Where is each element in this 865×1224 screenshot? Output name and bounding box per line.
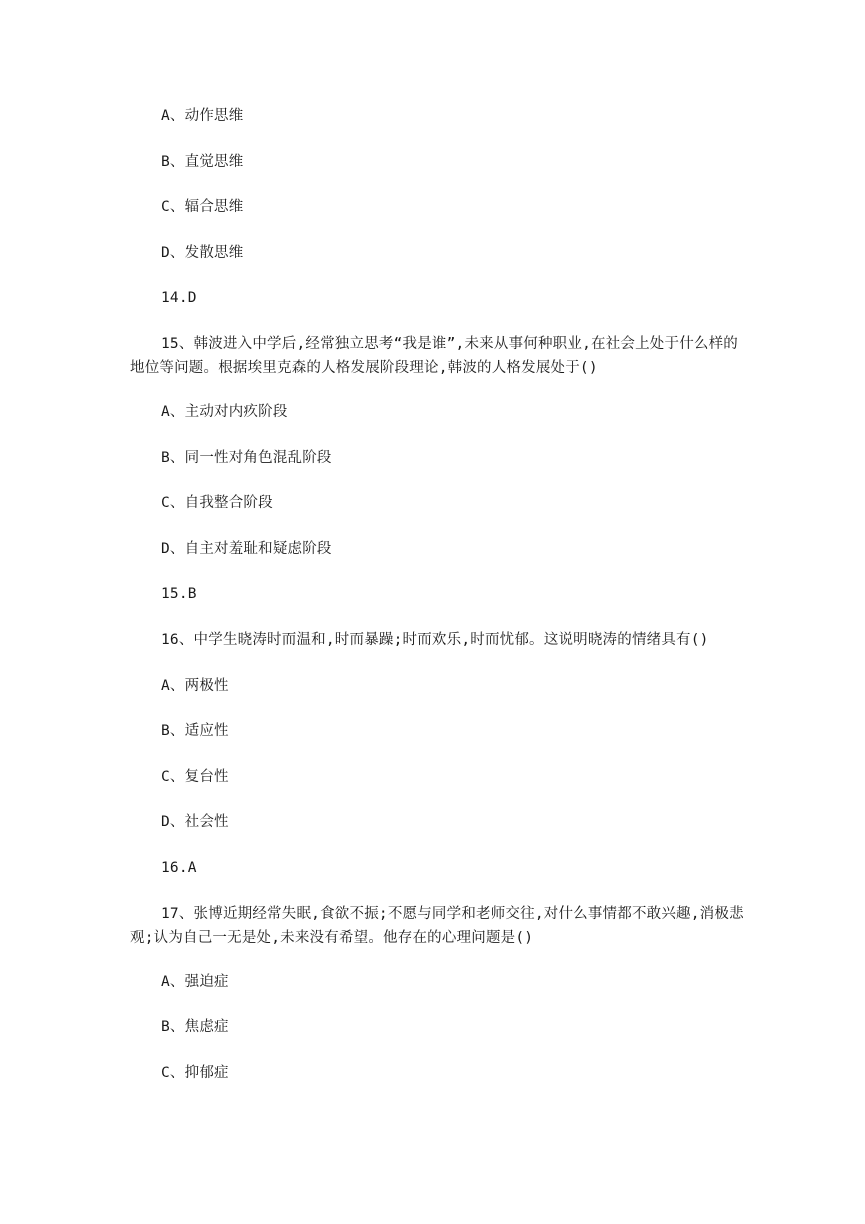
option-c: C、复台性 <box>161 769 229 785</box>
option-b: B、焦虑症 <box>161 1019 229 1035</box>
option-a: A、主动对内疚阶段 <box>161 404 288 420</box>
option-d: D、自主对羞耻和疑虑阶段 <box>161 541 332 557</box>
option-a: A、动作思维 <box>161 108 244 124</box>
option-c: C、自我整合阶段 <box>161 495 273 511</box>
option-a: A、强迫症 <box>161 974 229 990</box>
question-17: 17、张博近期经常失眠,食欲不振;不愿与同学和老师交往,对什么事情都不敢兴趣,消极悲观;认为自己一无是处,未来没有希望。他存在的心理问题是() <box>130 906 744 946</box>
option-d: D、发散思维 <box>161 245 244 261</box>
option-a: A、两极性 <box>161 678 229 694</box>
option-d: D、社会性 <box>161 814 229 830</box>
option-b: B、同一性对角色混乱阶段 <box>161 450 332 466</box>
question-16: 16、中学生晓涛时而温和,时而暴躁;时而欢乐,时而忧郁。这说明晓涛的情绪具有() <box>161 632 709 648</box>
option-b: B、适应性 <box>161 723 229 739</box>
question-15: 15、韩波进入中学后,经常独立思考“我是谁”,未来从事何种职业,在社会上处于什么样的地位等问题。根据埃里克森的人格发展阶段理论,韩波的人格发展处于() <box>130 336 739 376</box>
answer-line: 15.B <box>161 586 197 602</box>
option-b: B、直觉思维 <box>161 154 244 170</box>
option-c: C、辐合思维 <box>161 199 244 215</box>
answer-line: 14.D <box>161 290 197 306</box>
option-c: C、抑郁症 <box>161 1065 229 1081</box>
answer-line: 16.A <box>161 860 197 876</box>
